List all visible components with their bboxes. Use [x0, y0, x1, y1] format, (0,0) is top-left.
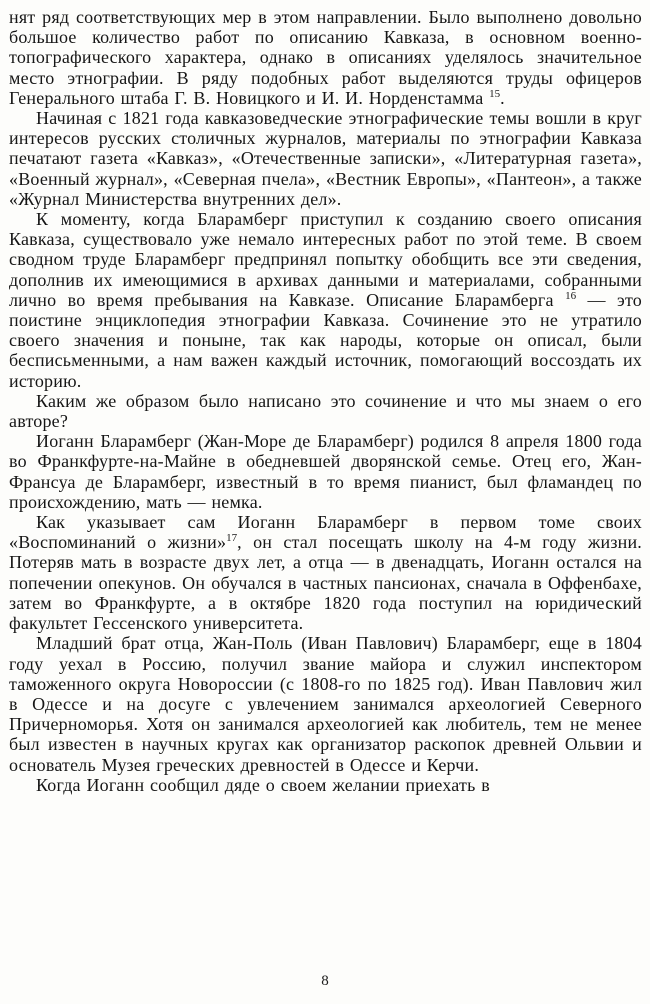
paragraph-text: нят ряд соответствующих мер в этом направлении. Было выполнено довольно большое количество работ по описанию Кавказа, в основном военно-топографического характера, однако в описаниях уделялось значительное место этнографии. В ряду подобных работ выделяются труды офицеров Генерального штаба Г. В. Новицкого и И. И. Норденстамма — [9, 7, 642, 108]
paragraph-text: Когда Иоганн сообщил дяде о своем желании приехать в — [36, 774, 490, 795]
paragraph — [9, 512, 642, 633]
paragraph-text: К моменту, когда Бларамберг приступил к созданию своего описания Кавказа, существовало уже немало интересных работ по этой теме. В своем сводном труде Бларамберг предпринял попытку обобщить все эти сведения, дополнив их имеющимися в архивах данными и материалами, собранными лично во время пребывания на Кавказе. Описание Бларамберга — [9, 209, 642, 310]
paragraph-text: Как указывает сам Иоганн Бларамберг в первом томе своих «Воспоминаний о жизни» — [9, 512, 642, 553]
paragraph — [9, 108, 642, 209]
page-number: 8 — [321, 973, 329, 989]
footnote-ref-17: 17 — [226, 532, 238, 545]
paragraph — [9, 7, 642, 108]
paragraph-text: Каким же образом было написано это сочинение и что мы знаем о его авторе? — [9, 390, 642, 432]
paragraph — [9, 775, 642, 795]
paragraph-text: Иоганн Бларамберг (Жан-Море де Бларамберг) родился 8 апреля 1800 года во Франкфурте-на-Майне в обедневшей дворянской семье. Отец его, Жан-Франсуа де Бларамберг, известный в то время пианист, был фламандец по происхождению, мать — немка. — [9, 431, 642, 512]
paragraph-text: Младший брат отца, Жан-Поль (Иван Павлович) Бларамберг, еще в 1804 году уехал в Россию, получил звание майора и служил инспектором таможенного округа Новороссии (с 1808-го по 1825 год). Иван Павлович жил в Одессе и на досуге с увлечением занимался археологией Северного Причерноморья. Хотя он занимался археологией как любитель, тем не менее был известен в научных кругах как организатор раскопок древней Ольвии и основатель Музея греческих древностей в Одессе и Керчи. — [9, 633, 642, 775]
paragraph — [9, 391, 642, 431]
footnote-ref-15: 15 — [489, 87, 501, 100]
paragraph — [9, 633, 642, 774]
paragraph-text: Начиная с 1821 года кавказоведческие этнографические темы вошли в круг интересов русских столичных журналов, материалы по этнографии Кавказа печатают газета «Кавказ», «Отечественные записки», «Литературная газета», «Военный журнал», «Северная пчела», «Вестник Европы», «Пантеон», а также «Журнал Министерства внутренних дел». — [9, 108, 642, 209]
paragraph-text: — это поистине энциклопедия этнографии Кавказа. Сочинение это не утратило своего значения и поныне, так как народы, которые он описал, были бесписьменными, а нам важен каждый источник, помогающий воссоздать их историю. — [9, 289, 642, 391]
footnote-ref-16: 16 — [565, 289, 577, 302]
paragraph — [9, 431, 642, 512]
paragraph-text: , он стал посещать школу на 4-м году жизни. Потеряв мать в возрасте двух лет, а отца — в двенадцать, Иоганн остался на попечении опекунов. Он обучался в частных пансионах, сначала в Оффенбахе, затем во Франкфурте, а в октябре 1820 года поступил на юридический факультет Гессенского университета. — [9, 532, 642, 634]
paragraph-text: . — [500, 87, 505, 108]
page-text — [9, 7, 642, 795]
paragraph — [9, 209, 642, 391]
